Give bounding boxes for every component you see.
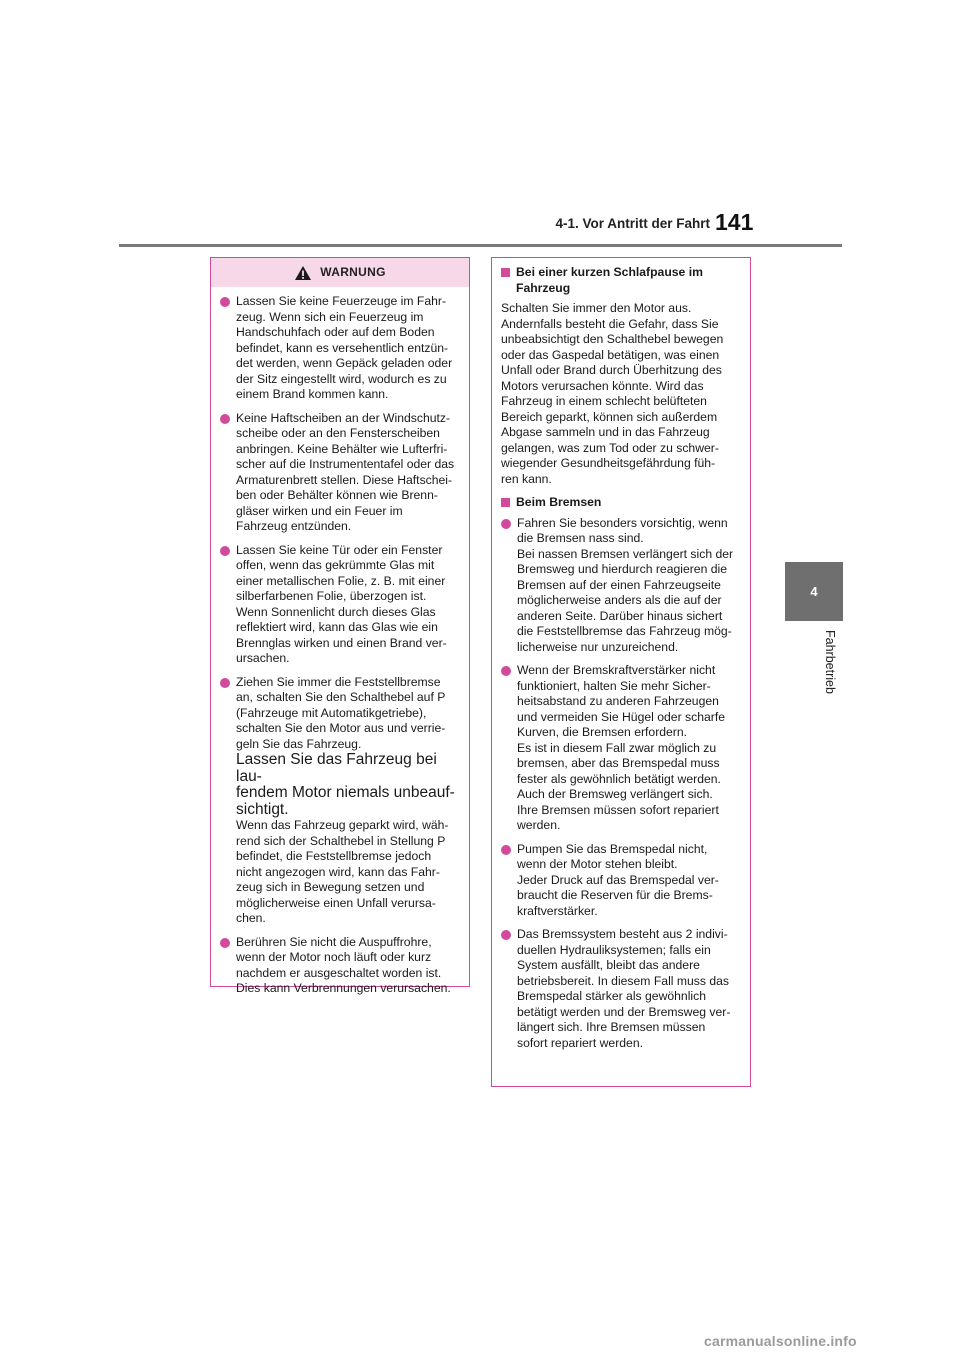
list-item xyxy=(501,842,741,920)
warning-item-text: Berühren Sie nicht die Auspuffrohre, wenn der Motor noch läuft oder kurz nachdem er ausgeschaltet worden ist. Dies kann Verbrennungen verursachen. xyxy=(236,934,451,995)
warning-header xyxy=(211,258,469,287)
warning-box xyxy=(210,257,470,995)
warning-item-text: Keine Haftscheiben an der Windschutz- scheibe oder an den Fensterscheiben anbringen. Keine Behälter wie Lufterfri- scher auf die Instrumententafel oder das Armaturenbrett stellen. Diese Haftschei- ben oder Behälter können wie Brenn- gläser wirken und ein Feuer im Fahrzeug entzünden. xyxy=(236,410,455,533)
warning-item xyxy=(220,543,460,667)
list-item-text: Wenn der Bremskraftverstärker nicht funktioniert, halten Sie mehr Sicher- heitsabstand zu anderen Fahrzeugen und vermeiden Sie Hügel oder scharfe Kurven, die Bremsen erfordern. Es ist in diesem Fall zwar möglich zu bremsen, aber das Bremspedal muss fester als gewöhnlich betätigt werden. Auch der Bremsweg verlängert sich. Ihre Bremsen müssen sofort repariert werden. xyxy=(517,663,725,832)
bullet-icon xyxy=(220,297,230,307)
warning-triangle-icon xyxy=(294,265,312,281)
warning-item xyxy=(220,411,460,535)
section-heading-text: Bei einer kurzen Schlafpause im Fahrzeug xyxy=(516,265,703,295)
info-box xyxy=(491,257,751,1087)
chapter-tab: 4 xyxy=(785,562,843,621)
bullet-icon xyxy=(501,930,511,940)
chapter-label: Fahrbetrieb xyxy=(823,630,837,694)
list-item xyxy=(501,516,741,656)
bullet-icon xyxy=(501,845,511,855)
section-heading-text: Beim Bremsen xyxy=(516,495,602,509)
section-title: 4-1. Vor Antritt der Fahrt xyxy=(555,216,710,231)
footer-watermark[interactable]: carmanualsonline.info xyxy=(704,1333,857,1349)
list-item xyxy=(501,663,741,834)
warning-item-text: Ziehen Sie immer die Feststellbremse an, schalten Sie den Schalthebel auf P (Fahrzeuge mit Automatikgetriebe), schalten Sie den Motor aus und verrie- geln Sie das Fahrzeug. xyxy=(236,674,446,751)
list-item-text: Das Bremssystem besteht aus 2 indivi- duellen Hydrauliksystemen; falls ein System ausfällt, bleibt das andere betriebsbereit. In diesem Fall muss das Bremspedal stärker als gewöhnlich betätigt werden und der Bremsweg ver- längert sich. Ihre Bremsen müssen sofort repariert werden. xyxy=(517,927,731,1050)
section-paragraph: Schalten Sie immer den Motor aus. Andernfalls besteht die Gefahr, dass Sie unbeabsichtigt den Schalthebel bewegen oder das Gaspedal betätigen, was einen Unfall oder Brand durch Überhitzung des Motors verursachen könnte. Wird das Fahrzeug in einem schlecht belüfteten Bereich geparkt, können sich außerdem Abgase sammeln und in das Fahrzeug gelangen, was zum Tod oder zu schwer- wiegender Gesundheitsgefährdung füh- ren kann. xyxy=(501,301,724,486)
bullet-icon xyxy=(220,414,230,424)
header-divider xyxy=(119,244,842,247)
warning-item xyxy=(220,935,460,997)
warning-item xyxy=(220,294,460,403)
list-item-text: Pumpen Sie das Bremspedal nicht, wenn der Motor stehen bleibt. Jeder Druck auf das Bremspedal ver- braucht die Reserven für die Brems- kraftverstärker. xyxy=(517,841,719,918)
section-heading xyxy=(501,265,741,296)
warning-emphasis: Lassen Sie das Fahrzeug bei lau- fendem Motor niemals unbeauf- sichtigt. xyxy=(236,751,455,818)
square-bullet-icon xyxy=(501,268,510,277)
warning-item-text: Wenn das Fahrzeug geparkt wird, wäh- rend sich der Schalthebel in Stellung P befindet, die Feststellbremse jedoch nicht angezogen wird, kann das Fahr- zeug sich in Bewegung setzen und möglicherweise einen Unfall verursa- chen. xyxy=(236,818,449,925)
section-heading xyxy=(501,495,741,511)
square-bullet-icon xyxy=(501,498,510,507)
warning-item-text: Lassen Sie keine Feuerzeuge im Fahr- zeug. Wenn sich ein Feuerzeug im Handschuhfach oder auf dem Boden befindet, kann es versehentlich entzün- det werden, wenn Gepäck geladen oder der Sitz eingestellt wird, wodurch es zu einem Brand kommen kann. xyxy=(236,294,453,401)
bullet-icon xyxy=(220,546,230,556)
warning-title: WARNUNG xyxy=(320,264,386,279)
list-item-text: Fahren Sie besonders vorsichtig, wenn die Bremsen nass sind. Bei nassen Bremsen verlängert sich der Bremsweg und hierdurch reagieren die Bremsen auf der einen Fahrzeugseite möglicherweise anders als die auf der anderen Seite. Darüber hinaus sichert die Feststellbremse das Fahrzeug mög- licherweise nur unzureichend. xyxy=(517,515,734,654)
list-item xyxy=(501,927,741,1051)
page-number: 141 xyxy=(715,209,754,235)
bullet-icon xyxy=(220,938,230,948)
bullet-icon xyxy=(220,678,230,688)
warning-item xyxy=(220,675,460,927)
bullet-icon xyxy=(501,666,511,676)
warning-item-text: Lassen Sie keine Tür oder ein Fenster offen, wenn das gekrümmte Glas mit einer metallischen Folie, z. B. mit einer silberfarbenen Folie, überzogen ist. Wenn Sonnenlicht durch dieses Glas reflektiert wird, kann das Glas wie ein Brennglas wirken und einen Brand ver- ursachen. xyxy=(236,542,447,665)
bullet-icon xyxy=(501,519,511,529)
